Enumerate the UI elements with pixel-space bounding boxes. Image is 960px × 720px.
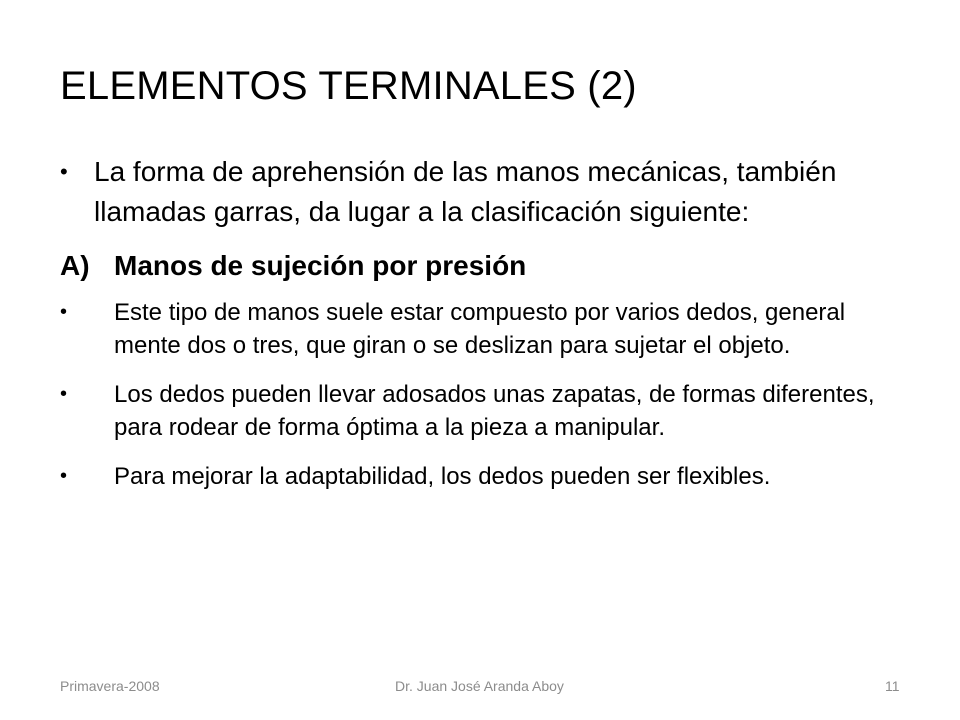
intro-bullet-item bbox=[60, 152, 910, 232]
bullet-icon: • bbox=[60, 465, 68, 487]
footer-author: Dr. Juan José Aranda Aboy bbox=[395, 678, 564, 694]
list-item bbox=[60, 378, 910, 444]
section-heading bbox=[60, 246, 910, 286]
list-item-text: Para mejorar la adaptabilidad, los dedos pueden ser flexibles. bbox=[114, 463, 771, 490]
list-item bbox=[60, 460, 910, 493]
bullet-icon: • bbox=[60, 383, 68, 405]
list-item-text: Los dedos pueden llevar adosados unas zapatas, de formas diferentes, para rodear de forma óptima a la pieza a manipular. bbox=[114, 381, 875, 441]
bullet-icon: • bbox=[60, 301, 68, 323]
list-item bbox=[60, 296, 910, 362]
slide-content bbox=[60, 152, 910, 509]
footer-page-number: 11 bbox=[885, 678, 900, 694]
footer-date: Primavera-2008 bbox=[60, 678, 160, 694]
section-heading-text: Manos de sujeción por presión bbox=[114, 250, 527, 281]
section-letter: A) bbox=[60, 250, 90, 281]
intro-text: La forma de aprehensión de las manos mecánicas, también llamadas garras, da lugar a la clasificación siguiente: bbox=[94, 156, 837, 227]
slide-title: ELEMENTOS TERMINALES (2) bbox=[60, 64, 637, 108]
list-item-text: Este tipo de manos suele estar compuesto por varios dedos, general mente dos o tres, que giran o se deslizan para sujetar el objeto. bbox=[114, 299, 846, 359]
sub-bullet-list bbox=[60, 296, 910, 493]
bullet-icon: • bbox=[60, 159, 68, 184]
